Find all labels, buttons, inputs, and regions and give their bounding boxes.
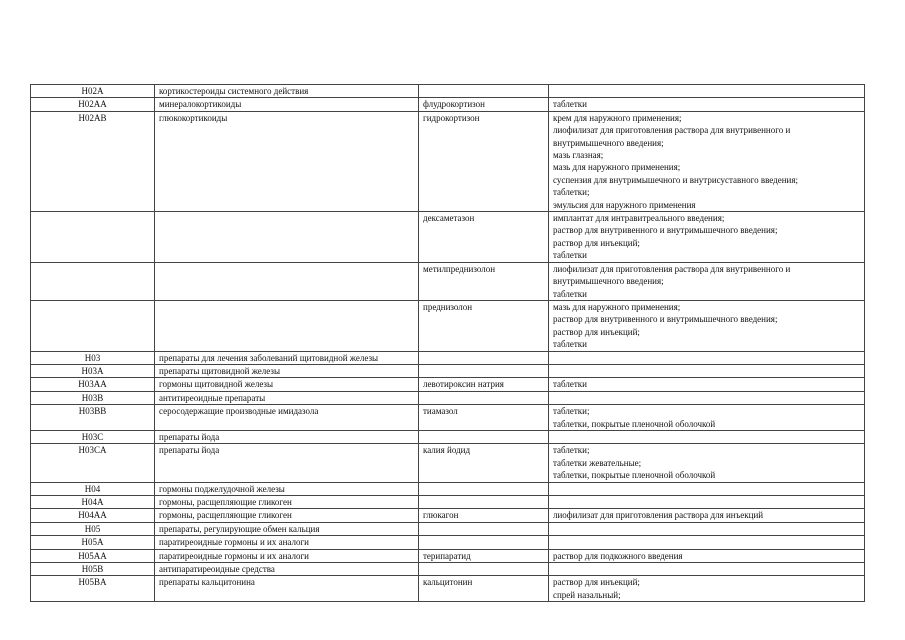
table-row bbox=[31, 444, 865, 482]
drug-name-cell bbox=[419, 430, 549, 443]
atc-code-cell: H04A bbox=[31, 496, 155, 509]
group-name-cell: минералокортикоиды bbox=[155, 98, 419, 111]
atc-code-cell: H03 bbox=[31, 351, 155, 364]
dosage-form-cell bbox=[549, 364, 865, 377]
drug-name-cell bbox=[419, 522, 549, 535]
dosage-form-cell bbox=[549, 563, 865, 576]
drug-name-cell bbox=[419, 351, 549, 364]
dosage-form-cell: таблетки bbox=[549, 98, 865, 111]
dosage-form-cell bbox=[549, 482, 865, 495]
drug-name-cell: левотироксин натрия bbox=[419, 378, 549, 391]
drug-name-cell: тиамазол bbox=[419, 405, 549, 431]
atc-code-cell: H03BB bbox=[31, 405, 155, 431]
atc-code-cell: H03CA bbox=[31, 444, 155, 482]
dosage-form-cell: таблетки; таблетки, покрытые пленочной оболочкой bbox=[549, 405, 865, 431]
dosage-form-cell: лиофилизат для приготовления раствора для инъекций bbox=[549, 509, 865, 522]
drug-name-cell: флудрокортизон bbox=[419, 98, 549, 111]
table-row bbox=[31, 85, 865, 98]
group-name-cell: препараты, регулирующие обмен кальция bbox=[155, 522, 419, 535]
drug-name-cell: преднизолон bbox=[419, 300, 549, 351]
group-name-cell: препараты щитовидной железы bbox=[155, 364, 419, 377]
dosage-form-cell: имплантат для интравитреального введения; раствор для внутривенного и внутримышечного введения; раствор для инъекций; таблетки bbox=[549, 212, 865, 263]
table-row bbox=[31, 111, 865, 211]
group-name-cell: серосодержащие производные имидазола bbox=[155, 405, 419, 431]
dosage-form-cell: мазь для наружного применения; раствор для внутривенного и внутримышечного введения; раствор для инъекций; таблетки bbox=[549, 300, 865, 351]
table-row bbox=[31, 430, 865, 443]
table-row bbox=[31, 351, 865, 364]
dosage-form-cell bbox=[549, 391, 865, 404]
dosage-form-cell bbox=[549, 536, 865, 549]
table-row bbox=[31, 405, 865, 431]
atc-code-cell bbox=[31, 212, 155, 263]
group-name-cell bbox=[155, 300, 419, 351]
group-name-cell: кортикостероиды системного действия bbox=[155, 85, 419, 98]
atc-code-cell: H03A bbox=[31, 364, 155, 377]
dosage-form-cell bbox=[549, 85, 865, 98]
table-row bbox=[31, 563, 865, 576]
table-row bbox=[31, 576, 865, 602]
table-row bbox=[31, 262, 865, 300]
dosage-form-cell bbox=[549, 496, 865, 509]
group-name-cell: гормоны, расщепляющие гликоген bbox=[155, 509, 419, 522]
atc-code-cell: H03B bbox=[31, 391, 155, 404]
group-name-cell: глюкокортикоиды bbox=[155, 111, 419, 211]
table-row bbox=[31, 300, 865, 351]
group-name-cell: паратиреоидные гормоны и их аналоги bbox=[155, 549, 419, 562]
drug-name-cell: кальцитонин bbox=[419, 576, 549, 602]
atc-code-cell bbox=[31, 300, 155, 351]
drug-name-cell: дексаметазон bbox=[419, 212, 549, 263]
drug-name-cell bbox=[419, 391, 549, 404]
group-name-cell: антипаратиреоидные средства bbox=[155, 563, 419, 576]
group-name-cell: гормоны поджелудочной железы bbox=[155, 482, 419, 495]
table-row bbox=[31, 496, 865, 509]
drug-name-cell bbox=[419, 496, 549, 509]
drug-name-cell bbox=[419, 85, 549, 98]
atc-code-cell: H04 bbox=[31, 482, 155, 495]
dosage-form-cell: раствор для инъекций; спрей назальный; bbox=[549, 576, 865, 602]
drug-name-cell bbox=[419, 364, 549, 377]
table-row bbox=[31, 509, 865, 522]
dosage-form-cell: крем для наружного применения; лиофилизат для приготовления раствора для внутривенного и внутримышечного введения; мазь глазная; мазь для наружного применения; суспензия для внутримышечного и внутрисуставного введения; таблетки; эмульсия для наружного применения bbox=[549, 111, 865, 211]
group-name-cell: препараты йода bbox=[155, 444, 419, 482]
drug-name-cell: гидрокортизон bbox=[419, 111, 549, 211]
atc-code-cell: H03C bbox=[31, 430, 155, 443]
atc-code-cell: H02A bbox=[31, 85, 155, 98]
atc-code-cell: H05B bbox=[31, 563, 155, 576]
atc-code-cell bbox=[31, 262, 155, 300]
group-name-cell bbox=[155, 212, 419, 263]
group-name-cell: препараты йода bbox=[155, 430, 419, 443]
drug-classification-table bbox=[30, 84, 865, 602]
dosage-form-cell bbox=[549, 351, 865, 364]
atc-code-cell: H03AA bbox=[31, 378, 155, 391]
table-row bbox=[31, 536, 865, 549]
drug-name-cell: метилпреднизолон bbox=[419, 262, 549, 300]
atc-code-cell: H05AA bbox=[31, 549, 155, 562]
drug-name-cell bbox=[419, 563, 549, 576]
table-row bbox=[31, 549, 865, 562]
drug-name-cell bbox=[419, 536, 549, 549]
drug-name-cell: терипаратид bbox=[419, 549, 549, 562]
table-row bbox=[31, 482, 865, 495]
group-name-cell: препараты для лечения заболеваний щитовидной железы bbox=[155, 351, 419, 364]
dosage-form-cell: таблетки bbox=[549, 378, 865, 391]
group-name-cell: препараты кальцитонина bbox=[155, 576, 419, 602]
drug-name-cell: глюкагон bbox=[419, 509, 549, 522]
dosage-form-cell: лиофилизат для приготовления раствора для внутривенного и внутримышечного введения; таблетки bbox=[549, 262, 865, 300]
dosage-form-cell: раствор для подкожного введения bbox=[549, 549, 865, 562]
atc-code-cell: H04AA bbox=[31, 509, 155, 522]
atc-code-cell: H05BA bbox=[31, 576, 155, 602]
dosage-form-cell bbox=[549, 430, 865, 443]
table-row bbox=[31, 522, 865, 535]
atc-code-cell: H05A bbox=[31, 536, 155, 549]
atc-code-cell: H02AA bbox=[31, 98, 155, 111]
atc-code-cell: H02AB bbox=[31, 111, 155, 211]
table-row bbox=[31, 378, 865, 391]
drug-name-cell bbox=[419, 482, 549, 495]
dosage-form-cell: таблетки; таблетки жевательные; таблетки, покрытые пленочной оболочкой bbox=[549, 444, 865, 482]
table-row bbox=[31, 212, 865, 263]
group-name-cell: гормоны щитовидной железы bbox=[155, 378, 419, 391]
atc-code-cell: H05 bbox=[31, 522, 155, 535]
drug-name-cell: калия йодид bbox=[419, 444, 549, 482]
table-row bbox=[31, 391, 865, 404]
group-name-cell: гормоны, расщепляющие гликоген bbox=[155, 496, 419, 509]
table-row bbox=[31, 364, 865, 377]
table-row bbox=[31, 98, 865, 111]
group-name-cell: паратиреоидные гормоны и их аналоги bbox=[155, 536, 419, 549]
table-body bbox=[31, 85, 865, 602]
group-name-cell bbox=[155, 262, 419, 300]
group-name-cell: антитиреоидные препараты bbox=[155, 391, 419, 404]
dosage-form-cell bbox=[549, 522, 865, 535]
